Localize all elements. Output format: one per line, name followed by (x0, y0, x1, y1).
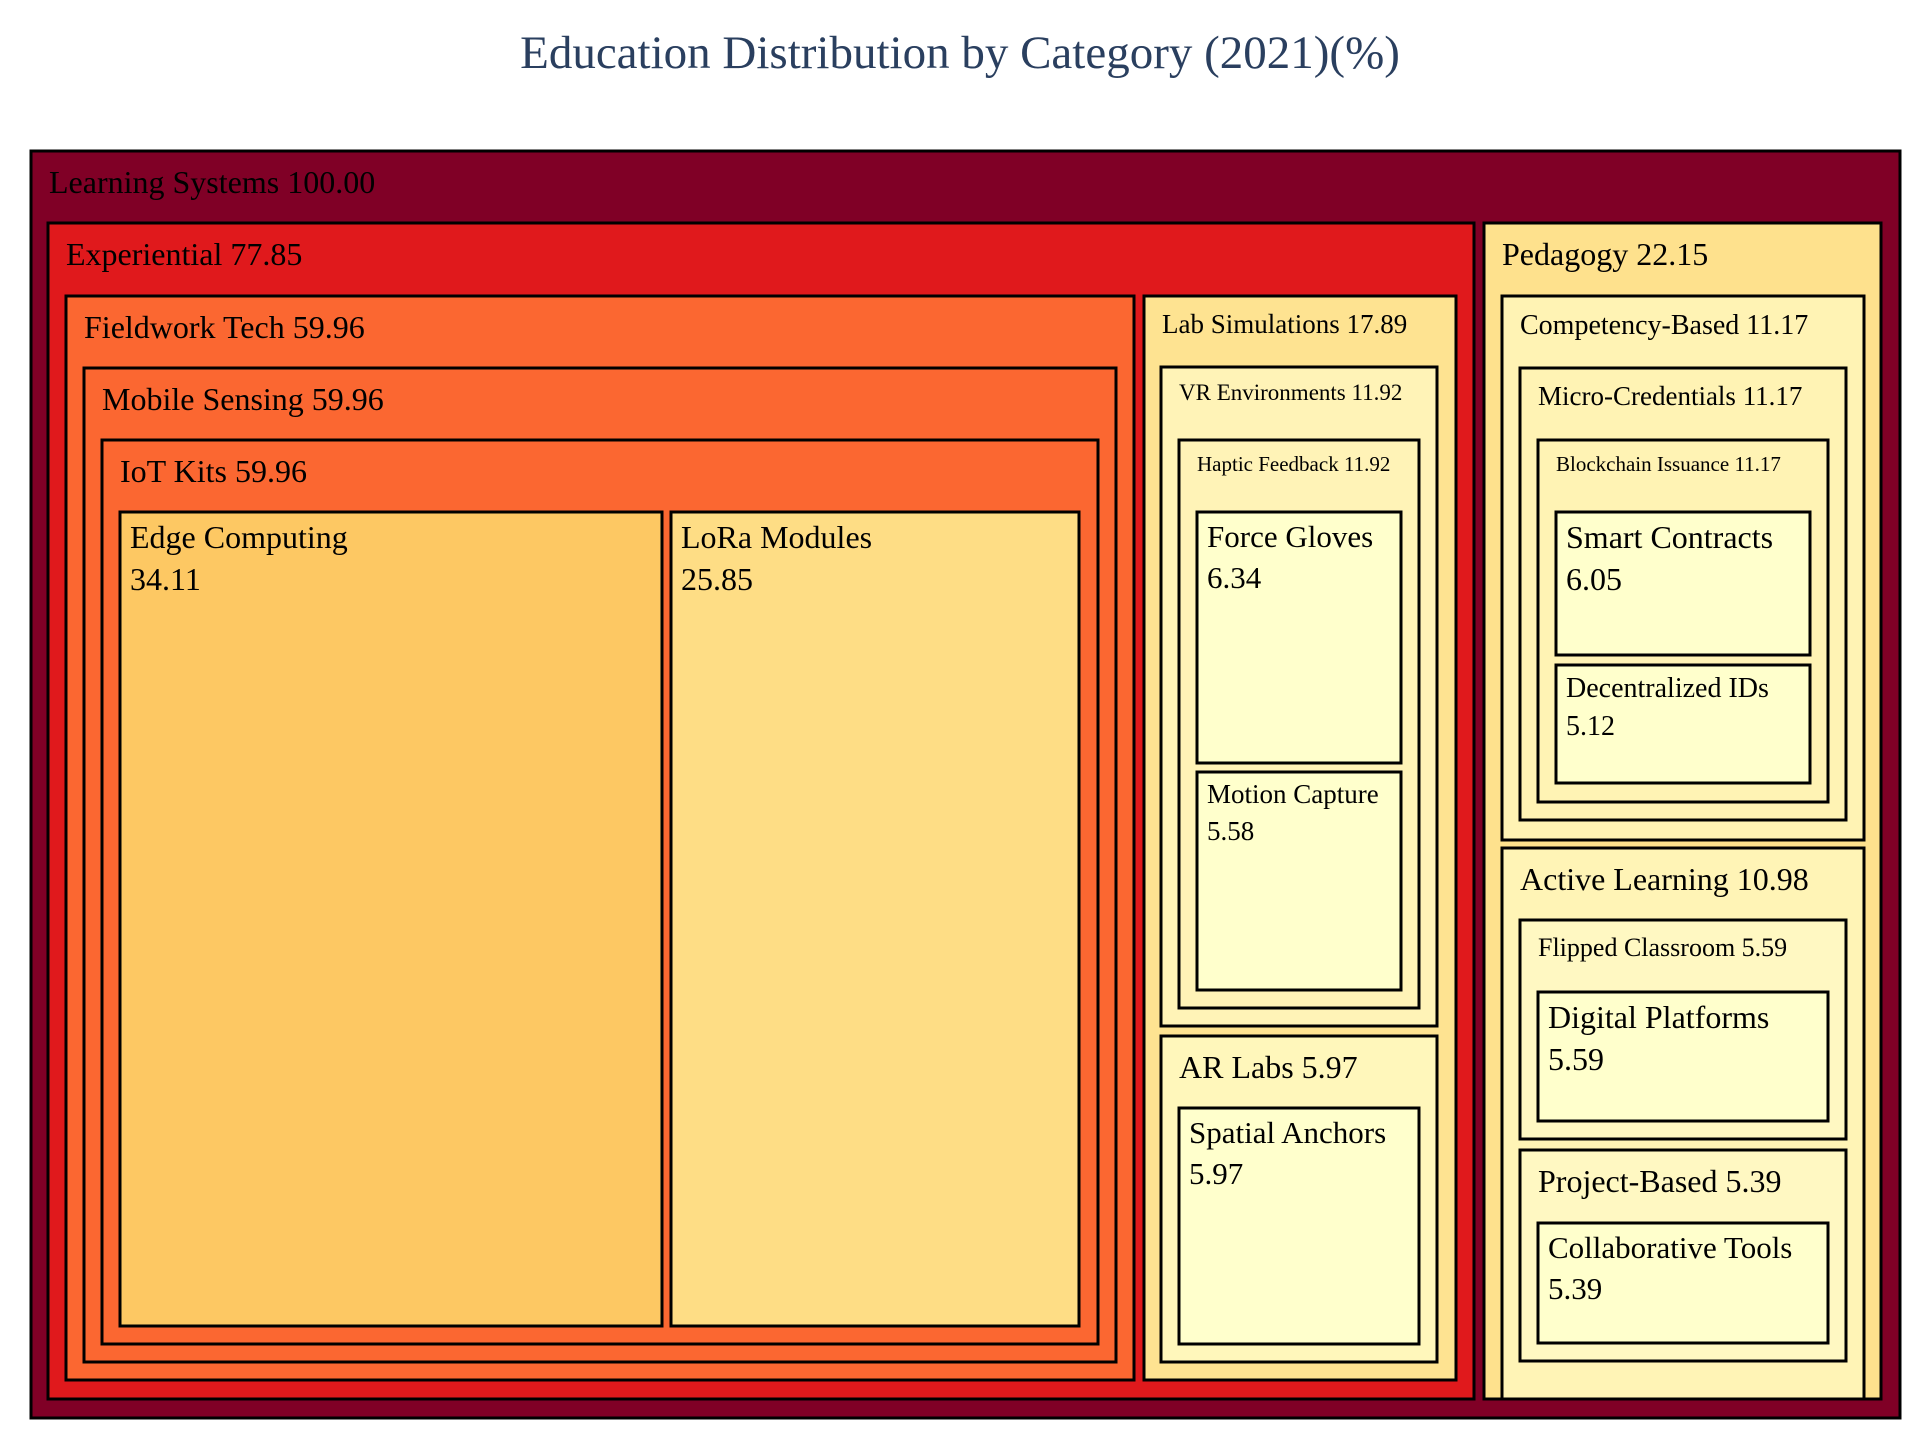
treemap-label-project-based: Project-Based 5.39 (1538, 1163, 1782, 1199)
treemap-label-competency-based: Competency-Based 11.17 (1520, 310, 1809, 341)
treemap-label-force-gloves: Force Gloves (1207, 519, 1374, 554)
treemap-node-force-gloves[interactable] (1197, 512, 1401, 763)
treemap-label-active-learning: Active Learning 10.98 (1520, 861, 1809, 897)
treemap-label-pedagogy: Pedagogy 22.15 (1502, 236, 1709, 272)
treemap-label-micro-credentials: Micro-Credentials 11.17 (1538, 381, 1803, 411)
treemap-value-collaborative-tools: 5.39 (1548, 1271, 1603, 1306)
treemap-value-decentralized-ids: 5.12 (1566, 711, 1615, 742)
treemap-label-spatial-anchors: Spatial Anchors (1189, 1115, 1387, 1150)
treemap-value-force-gloves: 6.34 (1207, 560, 1262, 595)
treemap-label-fieldwork-tech: Fieldwork Tech 59.96 (84, 309, 365, 345)
treemap-node-motion-capture[interactable] (1197, 772, 1401, 990)
treemap-label-blockchain-issuance: Blockchain Issuance 11.17 (1556, 452, 1781, 476)
chart-title: Education Distribution by Category (2021)(%) (520, 27, 1400, 79)
treemap-label-vr-environments: VR Environments 11.92 (1179, 380, 1403, 405)
treemap-label-motion-capture: Motion Capture (1207, 779, 1379, 809)
treemap-label-lora-modules: LoRa Modules (681, 519, 873, 555)
treemap-label-haptic-feedback: Haptic Feedback 11.92 (1197, 452, 1391, 476)
treemap-rect-lora-modules[interactable] (671, 512, 1079, 1326)
treemap-rect-edge-computing[interactable] (120, 512, 662, 1326)
treemap-label-lab-simulations: Lab Simulations 17.89 (1162, 309, 1408, 339)
treemap-node-decentralized-ids[interactable] (1556, 665, 1810, 783)
treemap-node-digital-platforms[interactable] (1538, 992, 1828, 1121)
treemap-value-smart-contracts: 6.05 (1566, 561, 1622, 597)
treemap-node-collaborative-tools[interactable] (1538, 1223, 1828, 1343)
treemap-value-spatial-anchors: 5.97 (1189, 1156, 1244, 1191)
treemap-label-digital-platforms: Digital Platforms (1548, 999, 1770, 1035)
treemap-value-motion-capture: 5.58 (1207, 816, 1255, 846)
treemap-value-edge-computing: 34.11 (130, 561, 201, 597)
treemap-label-decentralized-ids: Decentralized IDs (1566, 673, 1769, 704)
treemap-value-lora-modules: 25.85 (681, 561, 753, 597)
treemap-node-spatial-anchors[interactable] (1179, 1108, 1419, 1344)
treemap-label-mobile-sensing: Mobile Sensing 59.96 (102, 381, 384, 417)
treemap-label-learning-systems: Learning Systems 100.00 (49, 164, 376, 200)
treemap-label-flipped-classroom: Flipped Classroom 5.59 (1538, 933, 1788, 962)
treemap-node-edge-computing[interactable] (120, 512, 662, 1326)
treemap-label-experiential: Experiential 77.85 (66, 236, 303, 272)
treemap-label-collaborative-tools: Collaborative Tools (1548, 1230, 1793, 1265)
treemap-node-smart-contracts[interactable] (1556, 512, 1810, 655)
treemap-label-smart-contracts: Smart Contracts (1566, 519, 1774, 555)
treemap-node-lora-modules[interactable] (671, 512, 1079, 1326)
treemap-label-iot-kits: IoT Kits 59.96 (120, 453, 307, 489)
treemap-label-ar-labs: AR Labs 5.97 (1179, 1049, 1358, 1085)
treemap-value-digital-platforms: 5.59 (1548, 1041, 1604, 1077)
treemap-label-edge-computing: Edge Computing (130, 519, 348, 555)
